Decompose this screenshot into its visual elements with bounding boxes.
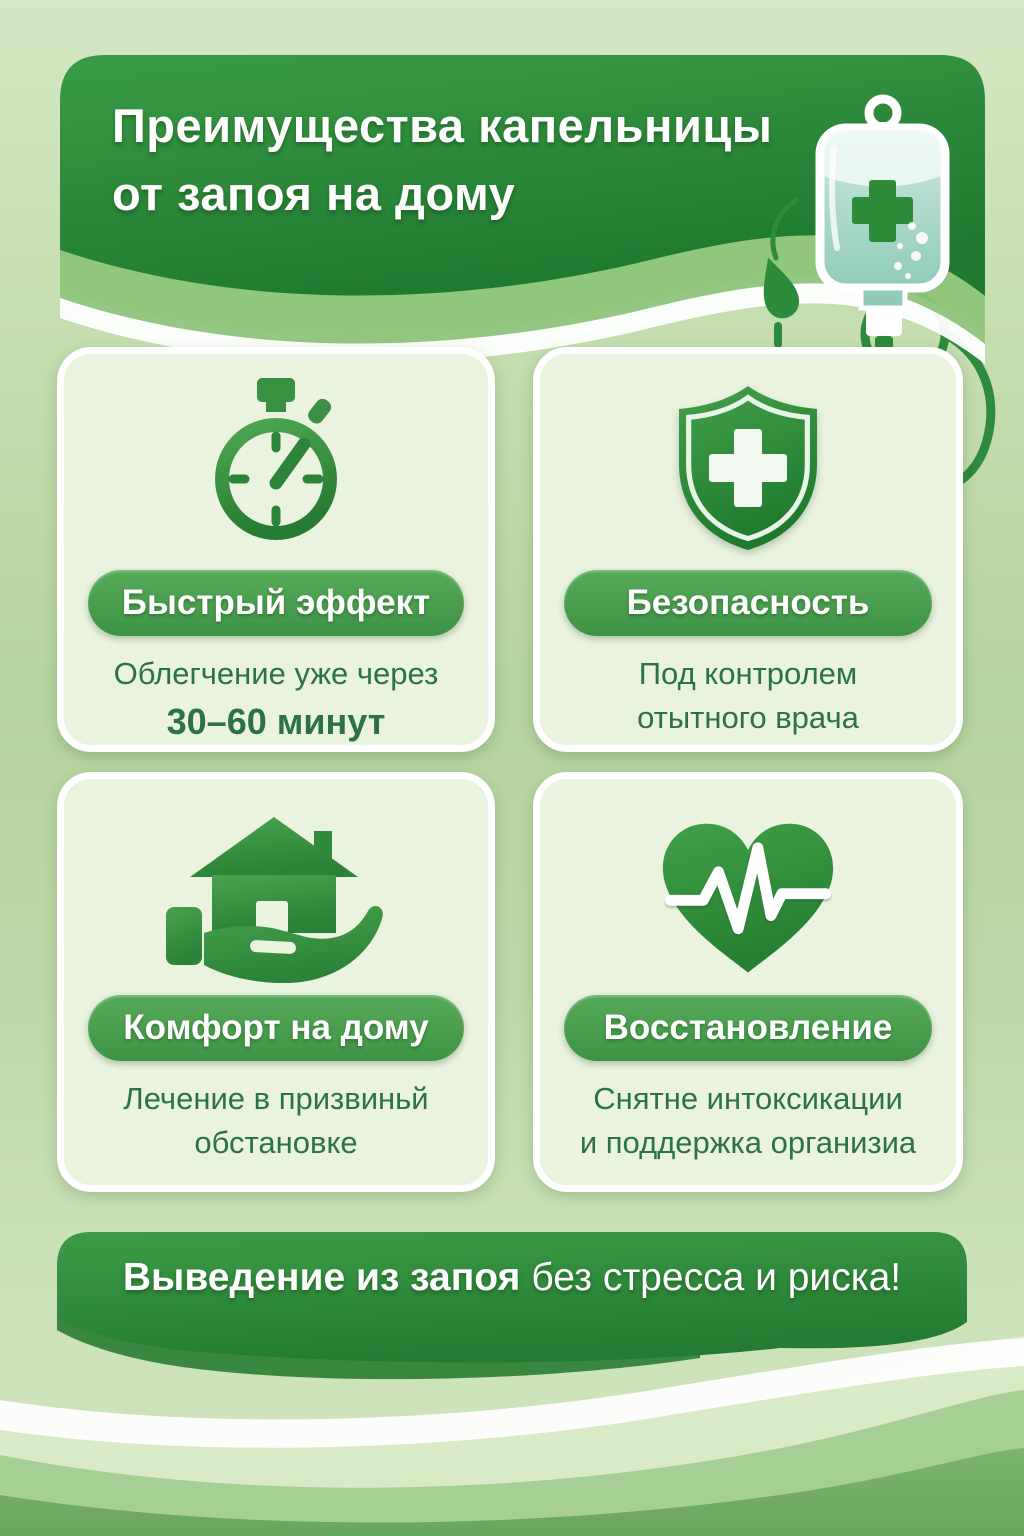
card-description: Под контролем отытного врача xyxy=(637,656,859,736)
card-title-pill: Безопасность xyxy=(564,570,932,636)
footer-slogan-rest: без стресса и риска! xyxy=(531,1256,902,1299)
card-title-pill: Быстрый эффект xyxy=(88,570,464,636)
card-description: Лечение в призвиньй обстановке xyxy=(123,1081,429,1161)
page-title-line1: Преимущества капельницы xyxy=(112,99,773,152)
card-title-pill: Комфорт на дому xyxy=(88,995,464,1061)
card-title-pill: Восстановление xyxy=(564,995,932,1061)
footer-slogan-bold: Выведение из запоя xyxy=(122,1256,521,1299)
page-title-line2: от запоя на дому xyxy=(112,167,516,221)
footer-slogan xyxy=(57,1256,967,1300)
card-description: Снятне интоксикации и поддержка организиа xyxy=(579,1081,917,1161)
card-description: Облегчение уже через 30–60 минут xyxy=(113,656,439,743)
